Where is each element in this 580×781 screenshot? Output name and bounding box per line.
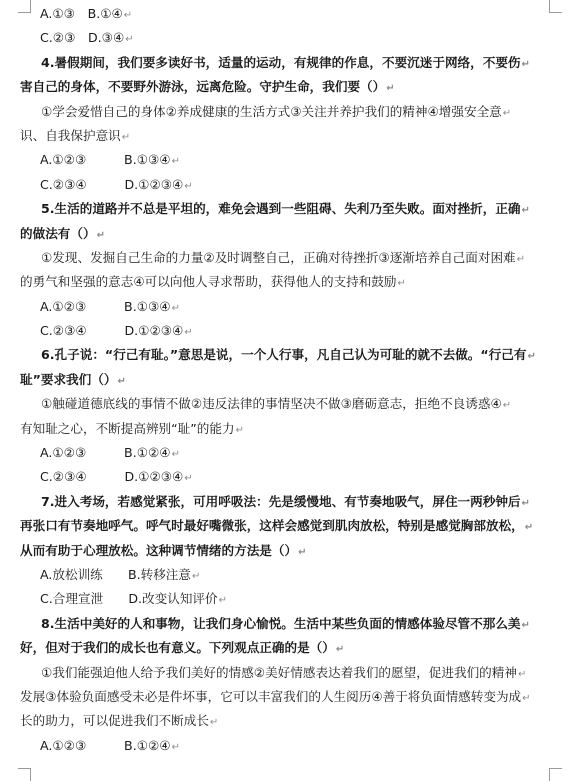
- text-line: [20, 709, 558, 733]
- line-text: 5.生活的道路并不总是平坦的，难免会遇到一些阻碍、失利乃至失败。面对挫折，正确: [41, 201, 521, 217]
- line-text: ①触碰道德底线的事情不做②违反法律的事情坚决不做③磨砺意志，拒绝不良诱惑④: [41, 396, 502, 412]
- paragraph-mark-icon: ↵: [522, 692, 531, 704]
- line-text: 的勇气和坚强的意志④可以向他人寻求帮助，获得他人的支持和鼓励: [20, 274, 397, 290]
- paragraph-mark-icon: ↵: [171, 302, 180, 314]
- line-text: 4.暑假期间，我们要多读好书，适量的运动，有规律的作息，不要沉迷于网络，不要伤: [41, 54, 521, 70]
- paragraph-mark-icon: ↵: [516, 253, 526, 265]
- paragraph-mark-icon: ↵: [521, 205, 530, 217]
- paragraph-mark-icon: ↵: [521, 58, 530, 70]
- line-text: ①学会爱惜自己的身体②养成健康的生活方式③关注并养护我们的精神④增强安全意: [41, 103, 502, 119]
- paragraph-mark-icon: ↵: [386, 83, 395, 95]
- line-text: C.②③④ D.①②③④: [40, 176, 184, 192]
- paragraph-mark-icon: ↵: [235, 424, 244, 436]
- line-text: 长的助力，可以促进我们不断成长: [20, 713, 209, 729]
- text-line: [20, 539, 558, 563]
- text-line: [20, 173, 558, 197]
- line-text: 有知耻之心，不断提高辨别“耻”的能力: [20, 420, 235, 436]
- paragraph-mark-icon: ↵: [117, 375, 126, 387]
- paragraph-mark-icon: ↵: [527, 351, 536, 363]
- paragraph-mark-icon: ↵: [397, 278, 406, 290]
- text-line: [20, 636, 558, 660]
- line-text: A.①②③ B.①②④: [40, 445, 171, 461]
- text-line: [20, 465, 558, 489]
- text-line: [20, 75, 558, 99]
- line-text: C.②③ D.③④: [40, 30, 125, 46]
- line-text: 6.孔子说：“行己有耻。”意思是说，一个人行事，凡自己认为可耻的就不去做。“行己有: [41, 347, 527, 363]
- text-line: [20, 587, 558, 611]
- text-line: [20, 392, 558, 416]
- paragraph-mark-icon: ↵: [521, 619, 530, 631]
- line-text: A.①②③ B.①③④: [40, 152, 171, 168]
- page-corner-mark: [18, 768, 31, 781]
- line-text: 从而有助于心理放松。这种调节情绪的方法是（）: [20, 542, 298, 558]
- text-line: [20, 295, 558, 319]
- paragraph-mark-icon: ↵: [123, 10, 133, 21]
- paragraph-mark-icon: ↵: [171, 741, 180, 753]
- paragraph-mark-icon: ↵: [171, 449, 180, 461]
- line-text: ①发现、发掘自己生命的力量②及时调整自己，正确对待挫折③逐渐培养自己面对困难: [41, 249, 516, 265]
- line-text: 害自己的身体，不要野外游泳，远离危险。守护生命，我们要（）: [20, 79, 386, 95]
- paragraph-mark-icon: ↵: [184, 180, 193, 192]
- text-line: [20, 368, 558, 392]
- paragraph-mark-icon: ↵: [524, 522, 534, 534]
- line-text: 再张口有节奏地呼气。呼气时最好嘴微张，这样会感觉到肌肉放松，特别是感觉胸部放松，: [20, 518, 524, 534]
- text-line: [20, 685, 558, 709]
- line-text: C.②③④ D.①②③④: [40, 323, 184, 339]
- text-line: [20, 26, 558, 50]
- line-text: C.合理宣泄 D.改变认知评价: [40, 591, 218, 607]
- line-text: C.②③④ D.①②③④: [40, 469, 184, 485]
- text-line: [20, 612, 558, 636]
- line-text: ①我们能强迫他人给予我们美好的情感②美好情感表达着我们的愿望，促进我们的精神: [41, 664, 517, 680]
- text-line: [20, 417, 558, 441]
- text-line: [20, 246, 558, 270]
- text-line: [20, 343, 558, 367]
- paragraph-mark-icon: ↵: [502, 107, 512, 119]
- line-text: 耻”要求我们（）: [20, 371, 117, 387]
- document-body[interactable]: [20, 2, 558, 758]
- paragraph-mark-icon: ↵: [502, 400, 512, 412]
- line-text: A.①②③ B.①③④: [40, 298, 171, 314]
- line-text: 好，但对于我们的成长也有意义。下列观点正确的是（）: [20, 640, 335, 656]
- paragraph-mark-icon: ↵: [184, 473, 193, 485]
- line-text: A.①③ B.①④: [40, 6, 123, 21]
- text-line: [20, 148, 558, 172]
- paragraph-mark-icon: ↵: [125, 34, 134, 46]
- text-line: [20, 490, 558, 514]
- paragraph-mark-icon: ↵: [209, 717, 219, 729]
- text-line: [20, 563, 558, 587]
- line-text: 识、自我保护意识: [20, 127, 121, 143]
- line-text: A.放松训练 B.转移注意: [40, 566, 191, 582]
- text-line: [20, 100, 558, 124]
- paragraph-mark-icon: ↵: [191, 570, 201, 582]
- text-line: [20, 270, 558, 294]
- text-line: [20, 2, 558, 26]
- line-text: 8.生活中美好的人和事物，让我们身心愉悦。生活中某些负面的情感体验尽管不那么美: [41, 615, 521, 631]
- text-line: [20, 222, 558, 246]
- text-line: [20, 661, 558, 685]
- paragraph-mark-icon: ↵: [517, 668, 527, 680]
- text-line: [20, 124, 558, 148]
- paragraph-mark-icon: ↵: [521, 497, 530, 509]
- paragraph-mark-icon: ↵: [218, 595, 228, 607]
- paragraph-mark-icon: ↵: [121, 131, 131, 143]
- text-line: [20, 734, 558, 758]
- line-text: 的做法有（）: [20, 225, 96, 241]
- text-line: [20, 514, 558, 538]
- paragraph-mark-icon: ↵: [335, 644, 345, 656]
- text-line: [20, 197, 558, 221]
- line-text: 7.进入考场，若感觉紧张，可用呼吸法：先是缓慢地、有节奏地吸气，屏住一两秒钟后: [41, 493, 521, 509]
- paragraph-mark-icon: ↵: [298, 546, 307, 558]
- text-line: [20, 51, 558, 75]
- paragraph-mark-icon: ↵: [96, 229, 105, 241]
- line-text: 发展③体验负面感受未必是件坏事，它可以丰富我们的人生阅历④善于将负面情感转变为成: [20, 688, 522, 704]
- text-line: [20, 441, 558, 465]
- text-line: [20, 319, 558, 343]
- paragraph-mark-icon: ↵: [184, 327, 193, 339]
- paragraph-mark-icon: ↵: [171, 156, 180, 168]
- line-text: A.①②③ B.①②④: [40, 737, 171, 753]
- page-corner-mark: [549, 768, 562, 781]
